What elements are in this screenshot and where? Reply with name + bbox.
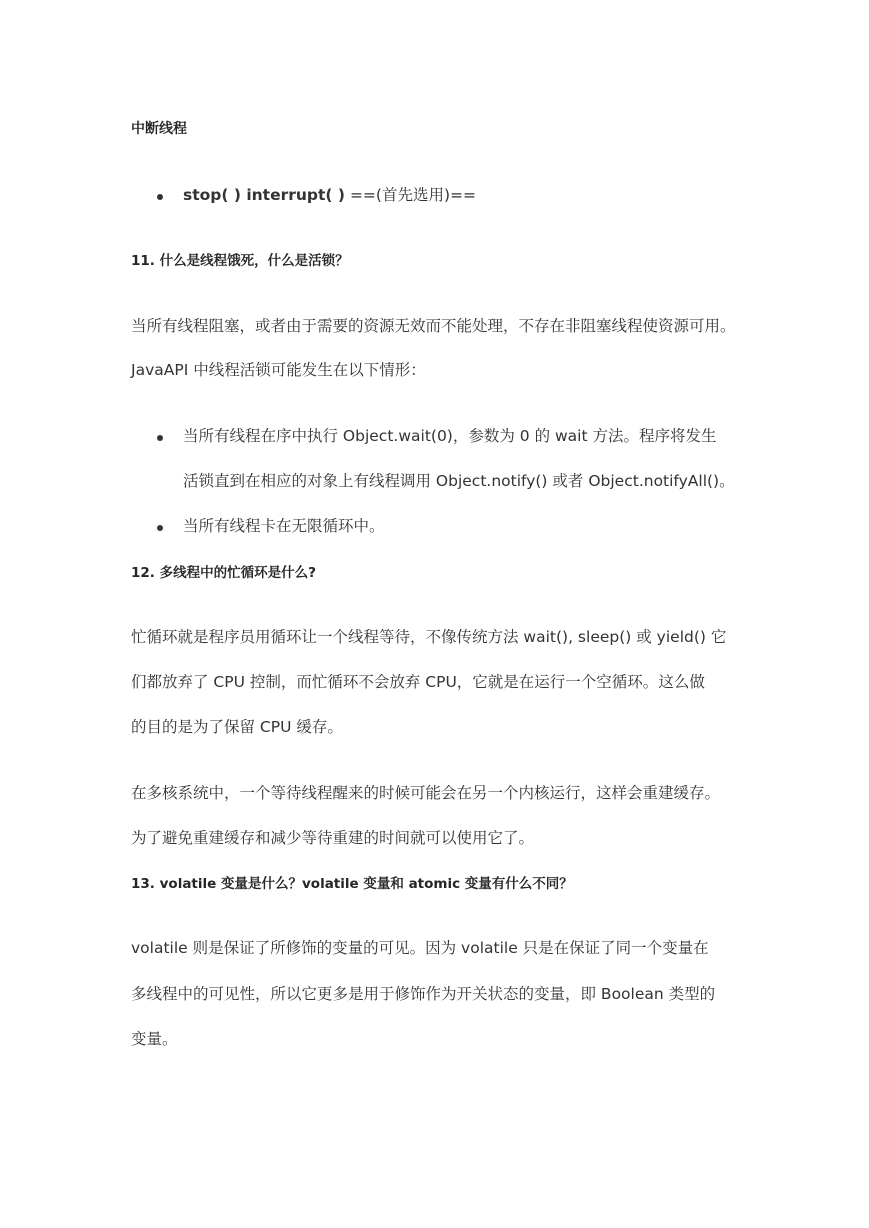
q12-paragraph-1-line-3: 的目的是为了保留 CPU 缓存。: [131, 718, 343, 736]
heading-q12: 12. 多线程中的忙循环是什么?: [131, 565, 316, 581]
bullet-interrupt-code: stop( ) interrupt( ): [183, 186, 346, 204]
heading-interrupt-thread: 中断线程: [131, 121, 187, 137]
q13-paragraph-line-2: 多线程中的可见性，所以它更多是用于修饰作为开关状态的变量，即 Boolean 类型的: [131, 985, 716, 1003]
q11-bullet-1-line-2: 活锁直到在相应的对象上有线程调用 Object.notify() 或者 Object.notifyAll()。: [183, 472, 735, 490]
q11-paragraph-2: JavaAPI 中线程活锁可能发生在以下情形：: [131, 361, 426, 379]
heading-q13: 13. volatile 变量是什么？volatile 变量和 atomic 变量有什么不同？: [131, 876, 573, 892]
bullet-dot: [157, 194, 163, 200]
q11-bullet-1-line-1: 当所有线程在序中执行 Object.wait(0)，参数为 0 的 wait 方法。程序将发生: [183, 427, 717, 445]
q11-paragraph-1: 当所有线程阻塞，或者由于需要的资源无效而不能处理，不存在非阻塞线程使资源可用。: [131, 317, 736, 335]
bullet-interrupt: [183, 185, 476, 205]
q12-paragraph-2-line-1: 在多核系统中，一个等待线程醒来的时候可能会在另一个内核运行，这样会重建缓存。: [131, 784, 721, 802]
q11-bullet-2: 当所有线程卡在无限循环中。: [183, 517, 385, 535]
q13-paragraph-line-1: volatile 则是保证了所修饰的变量的可见。因为 volatile 只是在保证了同一个变量在: [131, 939, 709, 957]
q13-paragraph-line-3: 变量。: [131, 1030, 178, 1048]
heading-q11: 11. 什么是线程饿死，什么是活锁？: [131, 253, 349, 269]
q12-paragraph-2-line-2: 为了避免重建缓存和减少等待重建的时间就可以使用它了。: [131, 829, 535, 847]
bullet-dot: [157, 525, 163, 531]
bullet-dot: [157, 435, 163, 441]
q12-paragraph-1-line-2: 们都放弃了 CPU 控制，而忙循环不会放弃 CPU，它就是在运行一个空循环。这么做: [131, 673, 705, 691]
bullet-interrupt-note: ==(首先选用)==: [345, 186, 476, 204]
q12-paragraph-1-line-1: 忙循环就是程序员用循环让一个线程等待，不像传统方法 wait(), sleep() 或 yield() 它: [131, 628, 727, 646]
